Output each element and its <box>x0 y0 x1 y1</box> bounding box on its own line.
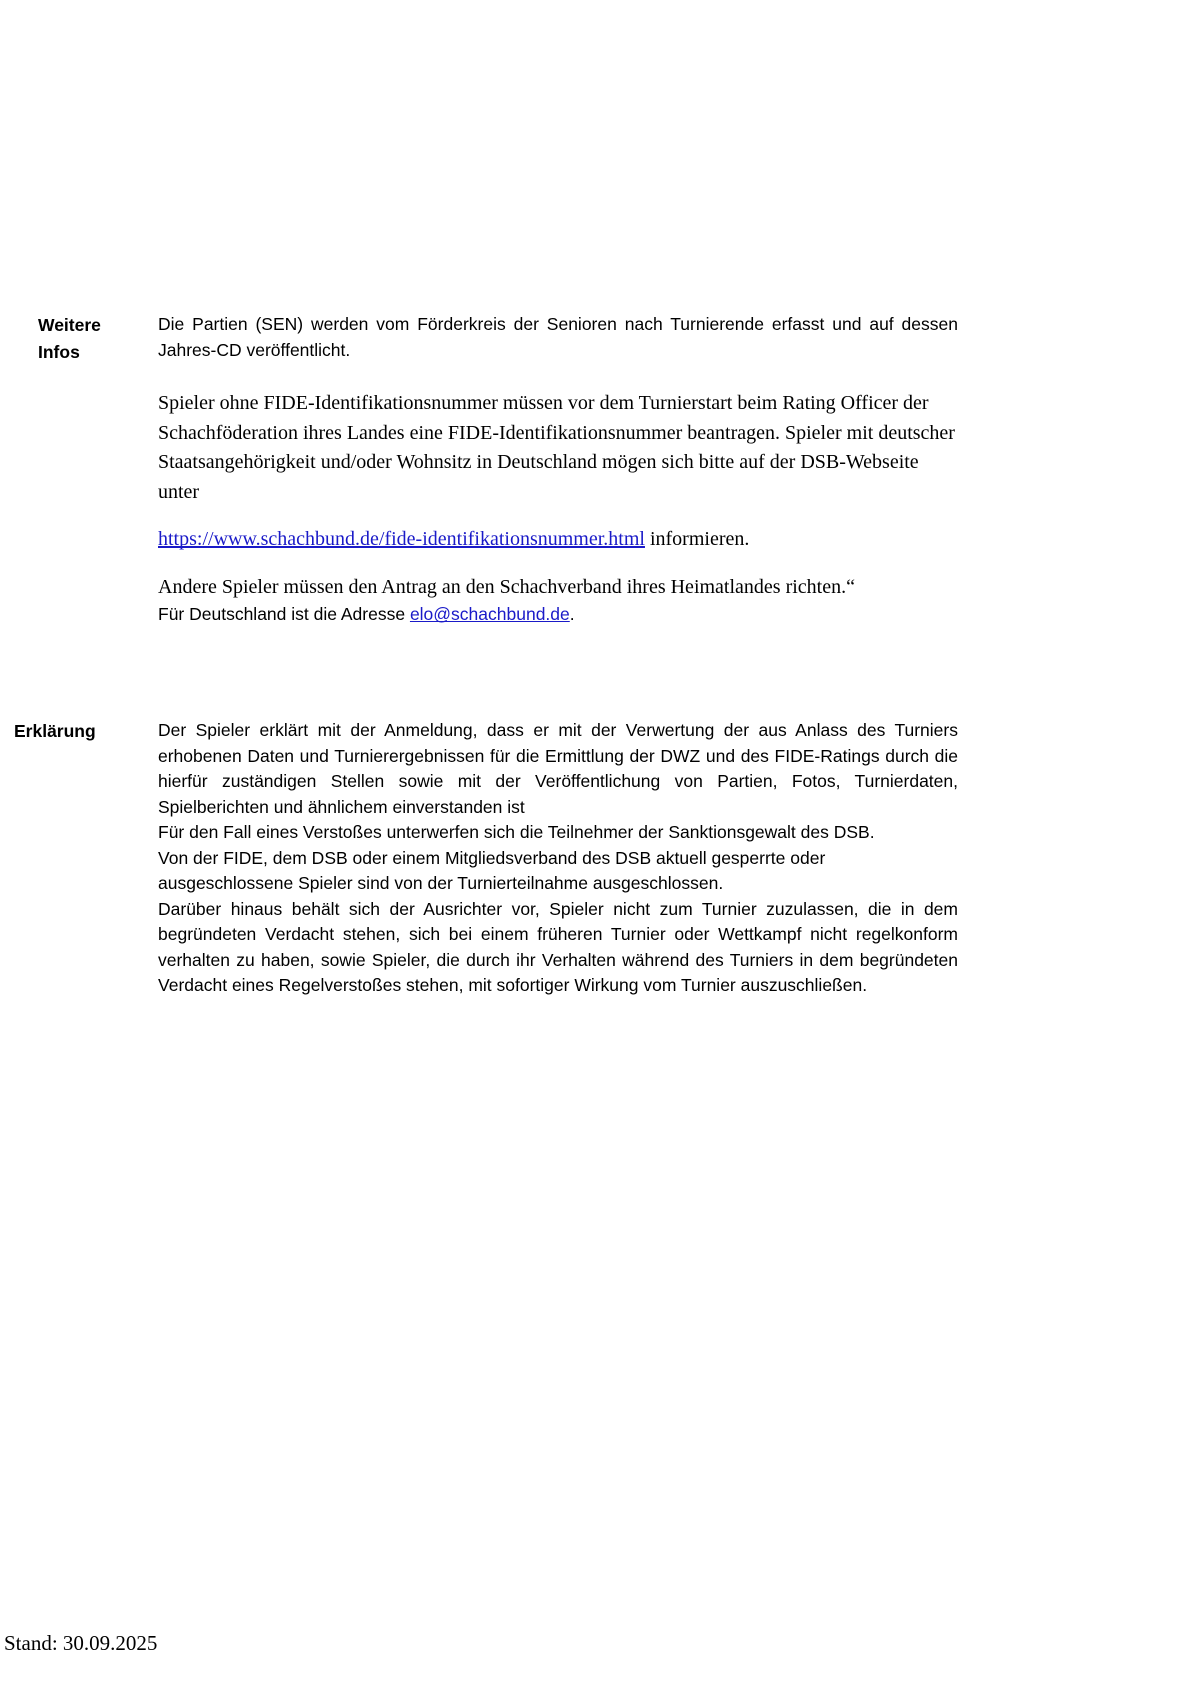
footer-status-date: Stand: 30.09.2025 <box>4 1631 158 1655</box>
adresse-trailing-text: . <box>569 604 575 624</box>
paragraph-sanktionsgewalt: Für den Fall eines Verstoßes unterwerfen sich die Teilnehmer der Sanktionsgewalt des DSB. <box>158 822 875 842</box>
paragraph-ausrichter-vorbehalt: Darüber hinaus behält sich der Ausrichter vor, Spieler nicht zum Turnier zuzulassen, die in dem begründeten Verdacht stehen, sich bei einem früheren Turnier oder Wettkampf nicht regelkonform verhalten zu haben, sowie Spieler, die durch ihr Verhalten während des Turniers in dem begründeten Verdacht eines Regelverstoßes stehen, mit sofortiger Wirkung vom Turnier auszuschließen. <box>158 898 958 995</box>
spacer <box>158 363 958 389</box>
section-label-line-1: Erklärung <box>14 721 96 741</box>
section-label-erklaerung <box>14 718 158 745</box>
section-body-weitere-infos <box>158 312 958 628</box>
spacer <box>158 555 958 573</box>
section-weitere-infos <box>38 312 988 628</box>
paragraph-gesperrte-spieler: Von der FIDE, dem DSB oder einem Mitgliedsverband des DSB aktuell gesperrte oder ausgeschlossene Spieler sind von der Turnierteilnahme ausgeschlossen. <box>158 847 826 893</box>
paragraph-andere-spieler: Andere Spieler müssen den Antrag an den Schachverband ihres Heimatlandes richten.“ <box>158 575 855 598</box>
paragraph-sen-partien: Die Partien (SEN) werden vom Förderkreis der Senioren nach Turnierende erfasst und auf dessen Jahres-CD veröffentlicht. <box>158 314 958 360</box>
section-body-erklaerung <box>158 718 958 999</box>
elo-email-link[interactable]: elo@schachbund.de <box>409 604 570 624</box>
adresse-leading-text: Für Deutschland ist die Adresse <box>158 604 410 624</box>
section-label-weitere-infos <box>38 312 158 366</box>
spacer <box>158 507 958 525</box>
paragraph-einwilligung-datenverwertung: Der Spieler erklärt mit der Anmeldung, dass er mit der Verwertung der aus Anlass des Turniers erhobenen Daten und Turnierergebnissen für die Ermittlung der DWZ und des FIDE-Ratings durch die hierfür zuständigen Stellen sowie mit der Veröffentlichung von Partien, Fotos, Turnierdaten, Spielberichten und ähnlichem einverstanden ist <box>158 720 958 817</box>
section-erklaerung <box>14 718 974 999</box>
section-label-line-1: Weitere <box>38 315 101 335</box>
paragraph-dsb-link-line <box>158 525 958 555</box>
paragraph-adresse-deutschland <box>158 602 958 628</box>
section-label-line-2: Infos <box>38 342 80 362</box>
link-trailing-text: informieren. <box>644 528 750 550</box>
paragraph-fide-id: Spieler ohne FIDE-Identifikationsnummer müssen vor dem Turnierstart beim Rating Officer der Schachföderation ihres Landes eine FIDE-Identifikationsnummer beantragen. Spieler mit deutscher Staatsangehörigkeit und/oder Wohnsitz in Deutschland mögen sich bitte auf der DSB-Webseite unter <box>158 392 955 503</box>
dsb-fide-id-link[interactable]: https://www.schachbund.de/fide-identifikationsnummer.html <box>158 528 645 550</box>
